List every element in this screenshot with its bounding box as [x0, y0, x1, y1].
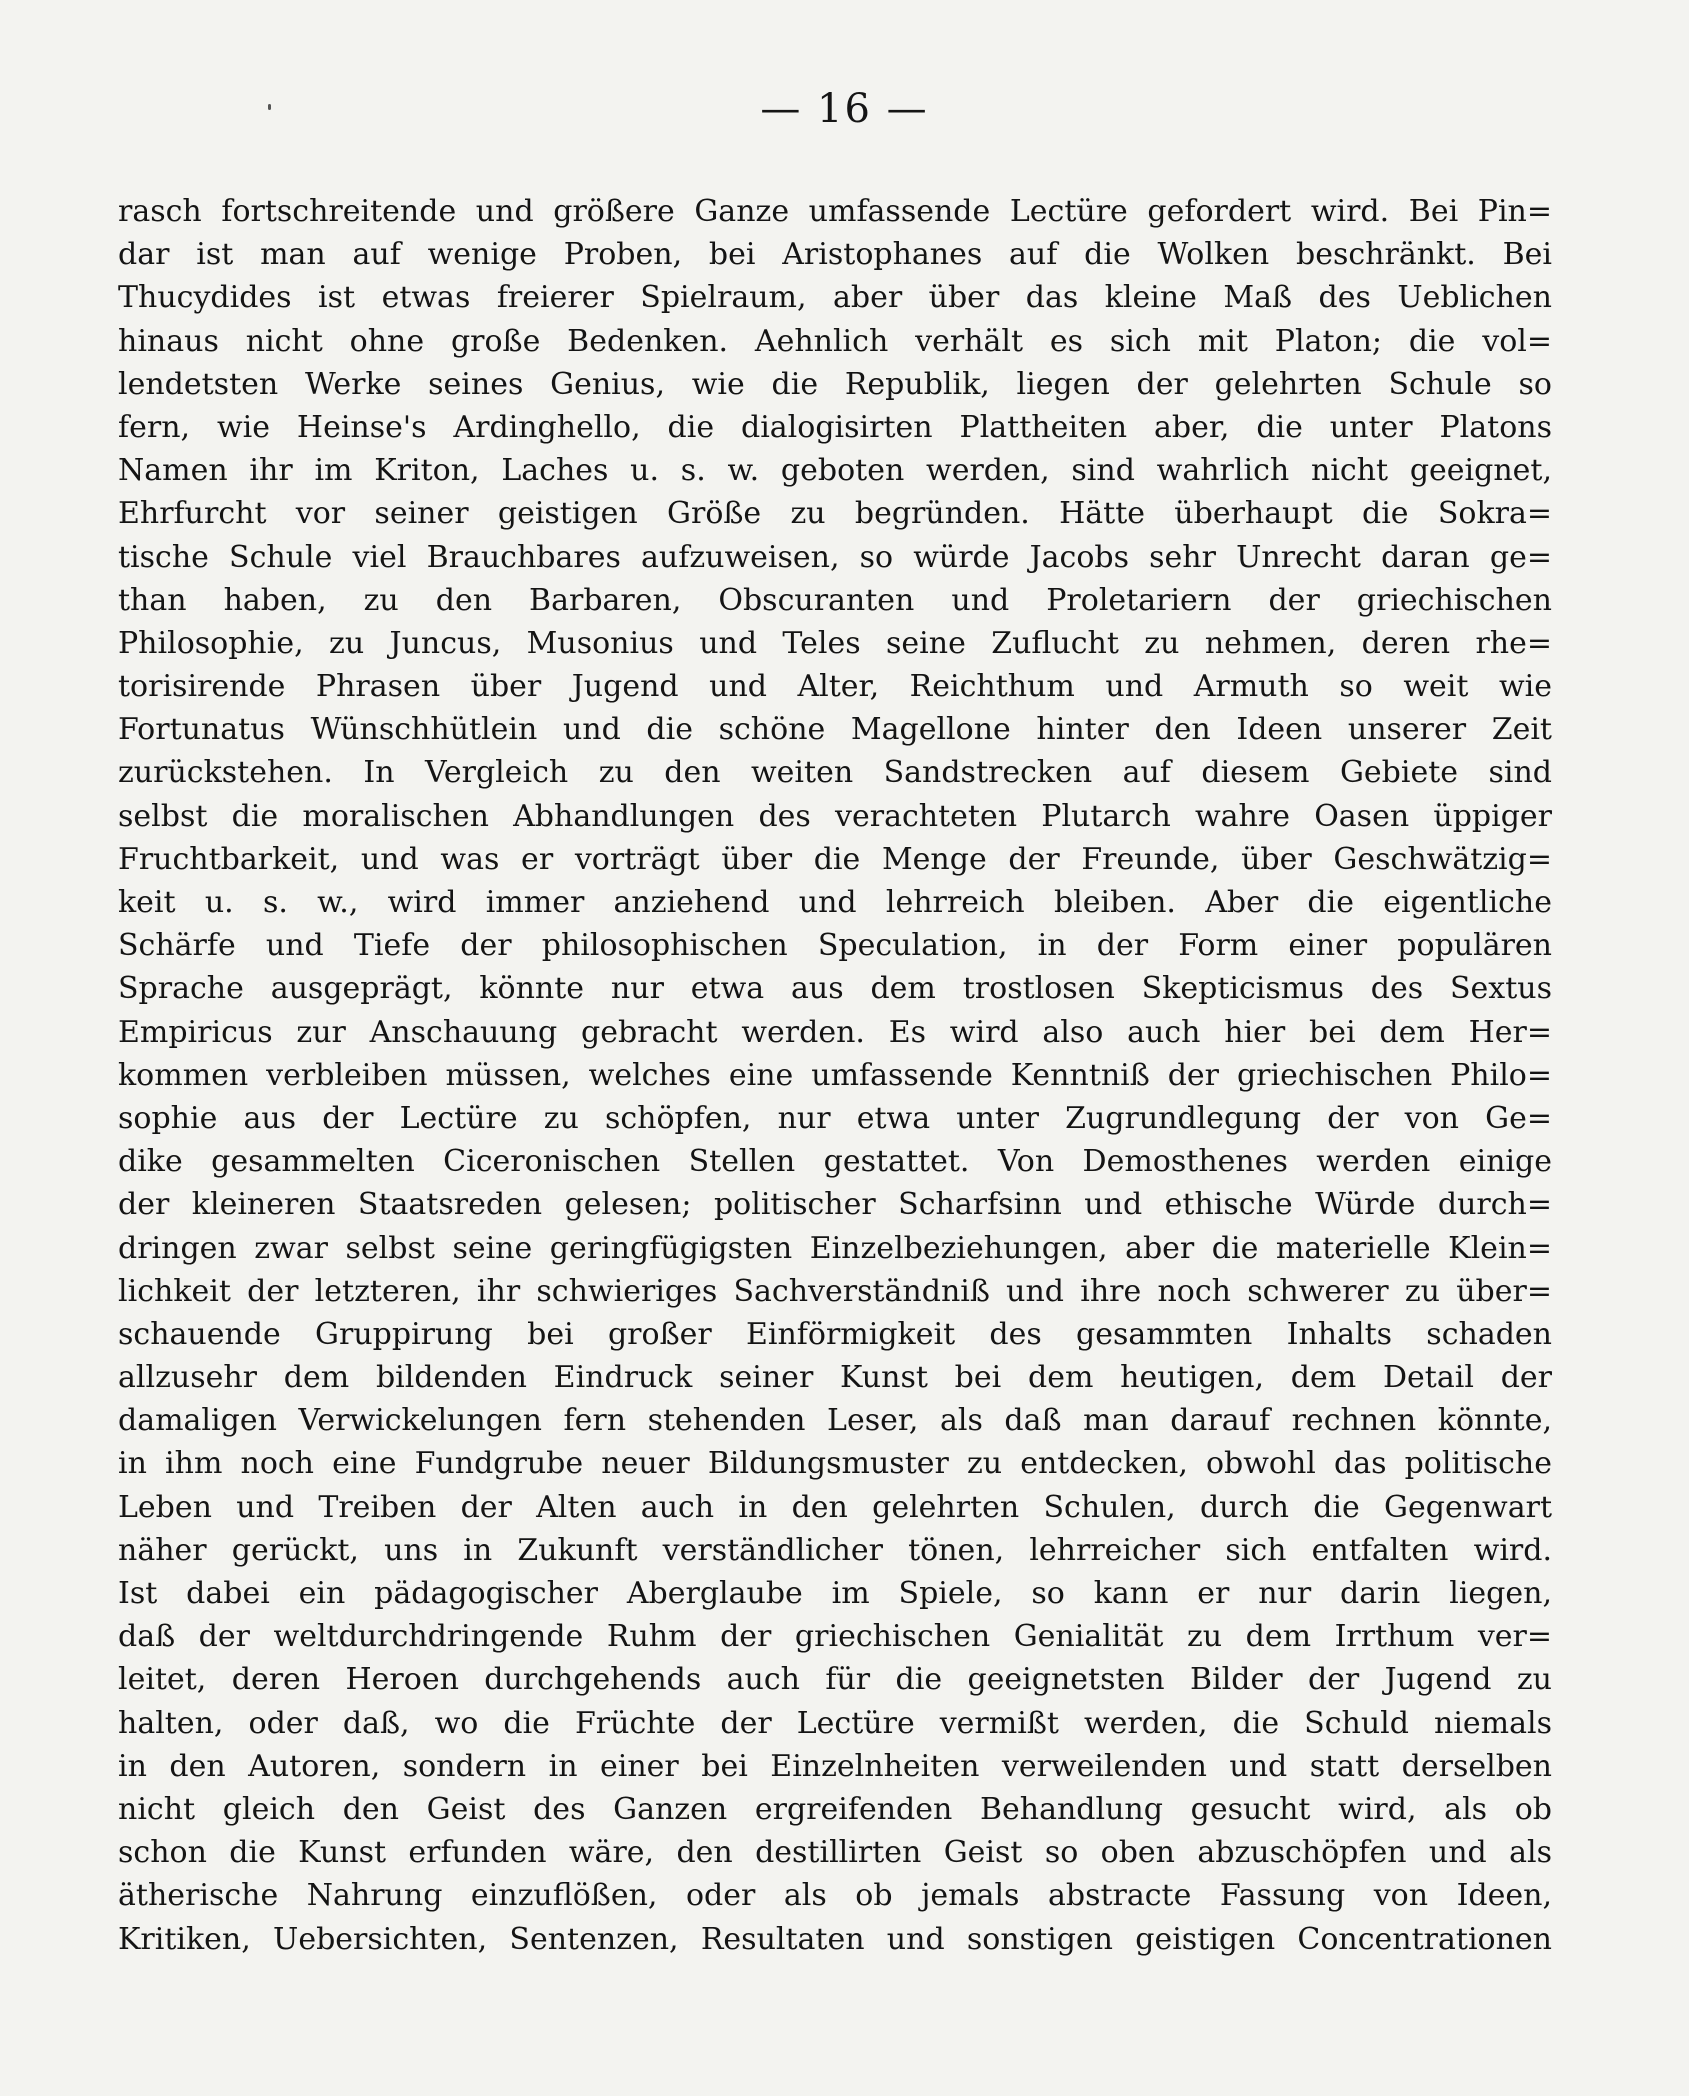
- text-line: fern, wie Heinse's Ardinghello, die dialogisirten Plattheiten aber, die unter Platons: [118, 409, 1552, 445]
- text-line: torisirende Phrasen über Jugend und Alter, Reichthum und Armuth so weit wie: [118, 669, 1552, 705]
- text-line: leitet, deren Heroen durchgehends auch für die geeignetsten Bilder der Jugend zu: [118, 1662, 1552, 1698]
- text-line: dar ist man auf wenige Proben, bei Aristophanes auf die Wolken beschränkt. Bei: [118, 237, 1552, 273]
- text-line: Schärfe und Tiefe der philosophischen Speculation, in der Form einer populären: [118, 928, 1552, 964]
- text-line: damaligen Verwickelungen fern stehenden Leser, als daß man darauf rechnen könnte,: [118, 1403, 1552, 1439]
- text-line: der kleineren Staatsreden gelesen; politischer Scharfsinn und ethische Würde durch=: [118, 1187, 1552, 1223]
- text-line: Ehrfurcht vor seiner geistigen Größe zu begründen. Hätte überhaupt die Sokra=: [118, 496, 1552, 532]
- text-line: Sprache ausgeprägt, könnte nur etwa aus dem trostlosen Skepticismus des Sextus: [118, 971, 1552, 1007]
- text-line: selbst die moralischen Abhandlungen des verachteten Plutarch wahre Oasen üppiger: [118, 798, 1552, 834]
- text-line: schauende Gruppirung bei großer Einförmigkeit des gesammten Inhalts schaden: [118, 1316, 1552, 1352]
- text-line: lendetsten Werke seines Genius, wie die Republik, liegen der gelehrten Schule so: [118, 366, 1552, 402]
- text-line: kommen verbleiben müssen, welches eine umfassende Kenntniß der griechischen Philo=: [118, 1057, 1552, 1093]
- text-line: Namen ihr im Kriton, Laches u. s. w. geboten werden, sind wahrlich nicht geeignet,: [118, 453, 1552, 489]
- text-line: hinaus nicht ohne große Bedenken. Aehnlich verhält es sich mit Platon; die vol=: [118, 323, 1552, 359]
- text-line: näher gerückt, uns in Zukunft verständlicher tönen, lehrreicher sich entfalten wird.: [118, 1532, 1552, 1568]
- text-line: in ihm noch eine Fundgrube neuer Bildungsmuster zu entdecken, obwohl das politische: [118, 1446, 1552, 1482]
- text-line: daß der weltdurchdringende Ruhm der griechischen Genialität zu dem Irrthum ver=: [118, 1619, 1552, 1655]
- text-line: rasch fortschreitende und größere Ganze umfassende Lectüre gefordert wird. Bei Pin=: [118, 194, 1552, 229]
- text-line: schon die Kunst erfunden wäre, den destillirten Geist so oben abzuschöpfen und als: [118, 1835, 1552, 1871]
- text-line: tische Schule viel Brauchbares aufzuweisen, so würde Jacobs sehr Unrecht daran ge=: [118, 539, 1552, 575]
- text-line: Leben und Treiben der Alten auch in den gelehrten Schulen, durch die Gegenwart: [118, 1489, 1552, 1525]
- text-line: ätherische Nahrung einzuflößen, oder als ob jemals abstracte Fassung von Ideen,: [118, 1878, 1552, 1914]
- text-line: Empiricus zur Anschauung gebracht werden. Es wird also auch hier bei dem Her=: [118, 1014, 1552, 1050]
- text-line: Fortunatus Wünschhütlein und die schöne Magellone hinter den Ideen unserer Zeit: [118, 712, 1552, 748]
- text-line: Fruchtbarkeit, und was er vorträgt über die Menge der Freunde, über Geschwätzig=: [118, 841, 1552, 877]
- text-line: Ist dabei ein pädagogischer Aberglaube im Spiele, so kann er nur darin liegen,: [118, 1576, 1552, 1611]
- page-number: — 16 —: [760, 86, 929, 132]
- text-line: dike gesammelten Ciceronischen Stellen gestattet. Von Demosthenes werden einige: [118, 1144, 1552, 1180]
- text-line: nicht gleich den Geist des Ganzen ergreifenden Behandlung gesucht wird, als ob: [118, 1791, 1552, 1827]
- text-line: dringen zwar selbst seine geringfügigsten Einzelbeziehungen, aber die materielle Klein=: [118, 1230, 1552, 1266]
- text-line: keit u. s. w., wird immer anziehend und lehrreich bleiben. Aber die eigentliche: [118, 885, 1552, 920]
- body-text: [118, 190, 1552, 1961]
- text-line: in den Autoren, sondern in einer bei Einzelnheiten verweilenden und statt derselben: [118, 1748, 1552, 1784]
- text-line: Philosophie, zu Juncus, Musonius und Teles seine Zuflucht zu nehmen, deren rhe=: [118, 625, 1552, 661]
- text-line: Kritiken, Uebersichten, Sentenzen, Resultaten und sonstigen geistigen Concentrationen: [118, 1921, 1552, 1957]
- text-line: than haben, zu den Barbaren, Obscuranten und Proletariern der griechischen: [118, 582, 1552, 618]
- text-line: sophie aus der Lectüre zu schöpfen, nur etwa unter Zugrundlegung der von Ge=: [118, 1100, 1552, 1136]
- text-line: lichkeit der letzteren, ihr schwieriges Sachverständniß und ihre noch schwerer zu über=: [118, 1273, 1552, 1309]
- text-line: Thucydides ist etwas freierer Spielraum, aber über das kleine Maß des Ueblichen: [118, 280, 1552, 316]
- text-line: allzusehr dem bildenden Eindruck seiner Kunst bei dem heutigen, dem Detail der: [118, 1360, 1552, 1396]
- text-line: halten, oder daß, wo die Früchte der Lectüre vermißt werden, die Schuld niemals: [118, 1705, 1552, 1741]
- print-speck: [268, 104, 271, 110]
- text-line: zurückstehen. In Vergleich zu den weiten Sandstrecken auf diesem Gebiete sind: [118, 755, 1552, 791]
